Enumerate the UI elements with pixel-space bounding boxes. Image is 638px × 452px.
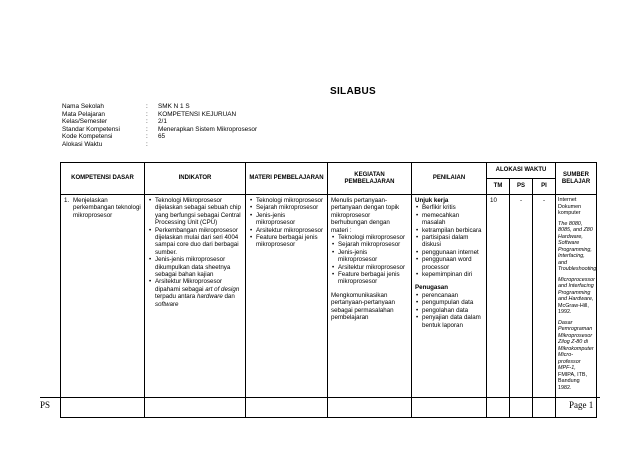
info-value: 65: [158, 133, 166, 141]
footer-rule: [40, 397, 600, 398]
info-row: Kode Kompetensi : 65: [62, 133, 166, 141]
cell-ps: -: [510, 195, 533, 418]
list-item: • Feature berbagai jenis mikroprosesor: [256, 234, 324, 249]
cell-kompetensi: [61, 195, 145, 418]
list-item: • perencanaan: [422, 292, 483, 299]
info-label: Kelas/Semester: [62, 118, 108, 126]
list-item: • Feature berbagai jenis mikroprosesor: [338, 271, 408, 286]
sumber-item: Dokumen komputer: [558, 203, 582, 216]
cell-kegiatan: [328, 195, 412, 418]
kompetensi-number: 1.: [64, 197, 70, 204]
cell-pi: -: [533, 195, 556, 418]
header-ps: PS: [510, 179, 533, 195]
list-item: • ketrampilan berbicara: [422, 227, 483, 234]
info-value: KOMPETENSI KEJURUAN: [158, 110, 237, 118]
info-value: SMK N 1 S: [158, 103, 190, 110]
list-item: • penggunaan word processor: [422, 256, 483, 271]
list-item: • Jenis-jenis mikroprosesor: [338, 249, 408, 264]
cell-tm: 10: [487, 195, 510, 418]
info-row: Alokasi Waktu :: [62, 140, 148, 148]
kompetensi-text: Menjelaskan perkembangan teknologi mikroprosesor: [73, 197, 141, 219]
page-title: SILABUS: [330, 86, 376, 97]
list-item: • Teknologi mikroprosesor: [256, 197, 324, 204]
info-label: Alokasi Waktu: [62, 140, 103, 148]
list-item: • Teknologi Mikroprosesor dijelaskan sebagai sebuah chip yang berfungsi sebagai Central Processing Unit (CPU): [155, 197, 242, 227]
footer-left: PS: [40, 400, 51, 410]
info-row: Mata Pelajaran : KOMPETENSI KEJURUAN: [62, 110, 237, 118]
list-item: • Berfikir kritis: [422, 204, 483, 211]
info-row: Nama Sekolah : SMK N 1 S: [62, 103, 190, 110]
cell-materi: [246, 195, 328, 418]
kegiatan-intro: Menulis pertanyaan-pertanyaan dengan topik mikroprosesor berhubungan dengan materi :: [331, 197, 400, 234]
header-tm: TM: [487, 179, 510, 195]
header-indikator: INDIKATOR: [145, 163, 246, 195]
list-item: • partisipasi dalam diskusi: [422, 234, 483, 249]
penilaian-kerja-title: Unjuk kerja: [415, 197, 449, 204]
footer-page-number: Page 1: [569, 400, 594, 410]
info-value: 2/1: [158, 118, 167, 126]
info-label: Nama Sekolah: [62, 103, 104, 110]
penilaian-tugas-title: Penugasan: [415, 284, 449, 292]
header-alokasi: ALOKASI WAKTU: [487, 163, 556, 179]
list-item: • Arsitektur Mikroprosesor dipahami sebagai art of design terpadu antara hardware dan software: [155, 278, 242, 308]
list-item: • pengumpulan data: [422, 299, 483, 306]
school-info: [62, 103, 257, 149]
kegiatan-outro: Mengkomunikasikan pertanyaan-pertanyaan sebagai permasalahan pembelajaran: [331, 291, 395, 322]
info-value: Menerapkan Sistem Mikroprosesor: [158, 125, 258, 133]
list-item: • pengolahan data: [422, 307, 483, 314]
cell-penilaian: [412, 195, 487, 418]
header-penilaian: PENILAIAN: [412, 163, 487, 195]
list-item: • Teknologi mikroprosesor: [338, 234, 408, 241]
sumber-item: The 8080, 8085, and Z80 Hardware, Software Programming, Interfacing, and Troubleshooting.: [558, 220, 598, 272]
syllabus-table: [60, 162, 597, 418]
list-item: • Arsitektur mikroprosesor: [256, 227, 324, 234]
sumber-item: Dasar Pemrograman Mikroprosesor Zilog Z-80 di Mikrokomputer Micro-professor MPF-1, FMIPA, ITB, Bandung 1982.: [558, 319, 594, 391]
sumber-item: Microprocessor and Interfacing Programming and Hardware, McGraw-Hill, 1992.: [558, 276, 595, 315]
list-item: • penyajian data dalam bentuk laporan: [422, 314, 483, 329]
header-kompetensi: KOMPETENSI DASAR: [61, 163, 145, 195]
info-row: Standar Kompetensi : Menerapkan Sistem Mikroprosesor: [62, 125, 258, 133]
header-materi: MATERI PEMBELAJARAN: [246, 163, 328, 195]
header-sumber: SUMBER BELAJAR: [556, 163, 597, 195]
list-item: • memecahkan masalah: [422, 212, 483, 227]
cell-indikator: [145, 195, 246, 418]
list-item: • Jenis-jenis mikroprosesor: [256, 212, 324, 227]
list-item: • Arsitektur mikroprosesor: [338, 264, 408, 271]
list-item: • Sejarah mikroprosesor: [256, 204, 324, 211]
list-item: • Jenis-jenis mikroprosesor dikumpulkan data sheetnya sebagai bahan kajian: [155, 256, 242, 278]
sumber-item: Internet: [558, 197, 577, 203]
header-pi: PI: [533, 179, 556, 195]
info-label: Kode Kompetensi: [62, 133, 113, 141]
cell-sumber: [556, 195, 597, 418]
info-row: Kelas/Semester : 2/1: [62, 118, 167, 126]
header-kegiatan: KEGIATAN PEMBELAJARAN: [328, 163, 412, 195]
list-item: • kepemimpinan diri: [422, 271, 483, 278]
table-row: [61, 195, 597, 418]
list-item: • Perkembangan mikroprosesor dijelaskan mulai dari seri 4004 sampai core duo dari berbagai sumber.: [155, 227, 242, 257]
info-label: Standar Kompetensi: [62, 125, 120, 133]
list-item: • Sejarah mikroprosesor: [338, 241, 408, 248]
info-label: Mata Pelajaran: [62, 110, 105, 118]
list-item: • penggunaan internet: [422, 249, 483, 256]
